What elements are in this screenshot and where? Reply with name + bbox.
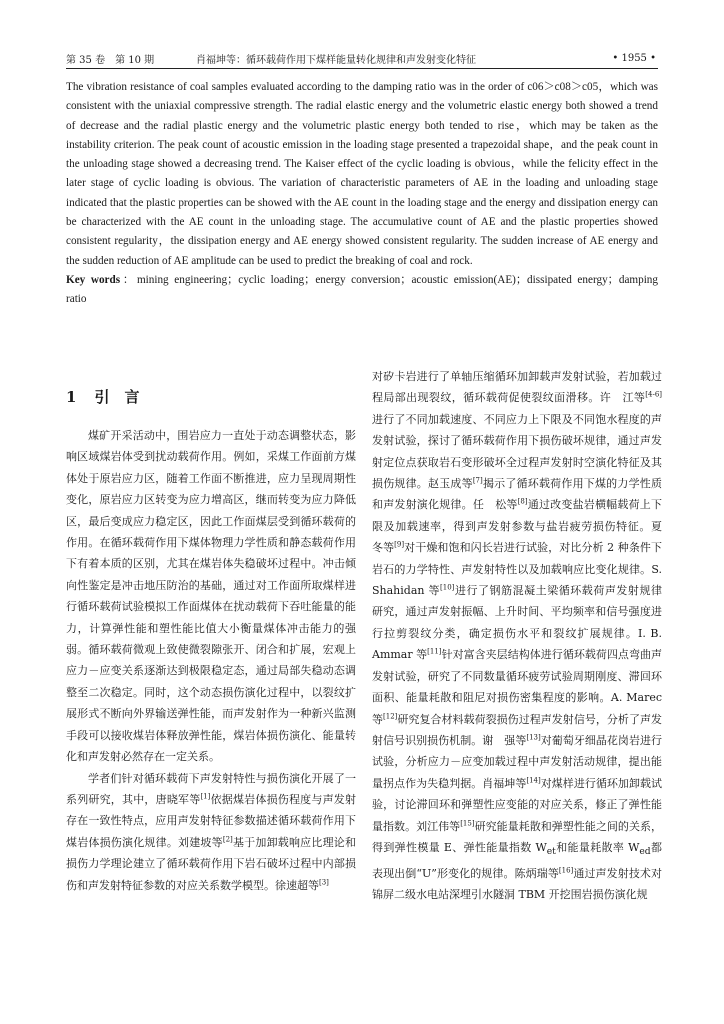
- keywords-label: Key words: [66, 273, 121, 286]
- subscript: et: [546, 846, 556, 858]
- text-run: 进行了不同加载速度、不同应力上下限及不同饱水程度的声发射试验，探讨了循环载荷作用下损伤破坏规律，通过声发射定位点获取岩石变形破坏全过程声发射时空演化特征及其损伤规律。赵玉成等: [372, 412, 662, 491]
- text-run: 对葡萄牙细晶花岗岩进行试验，分析应力－应变加载过程中声发射活动规律，提出能量拐点作为失稳判据。肖福坤等: [372, 733, 663, 790]
- page-number: • 1955 •: [612, 52, 656, 64]
- citation: [14]: [526, 776, 541, 785]
- keywords: [66, 271, 658, 310]
- text-run: 和能量耗散率 W: [555, 840, 640, 854]
- citation: [9]: [394, 540, 405, 549]
- citation: [15]: [460, 818, 475, 827]
- citation: [4-6]: [645, 390, 662, 399]
- text-run: 对干燥和饱和闪长岩进行试验，对比分析 2 种条件下岩石的力学特性、声发射特性以及加载响应比变化规律。S. Shahidan 等: [372, 541, 663, 598]
- text-run: 基于加卸载响应比理论和损伤力学理论建立了循环载荷作用下岩石破坏过程中内部损伤和声发射特征参数的对应关系数学模型。徐速超等: [66, 835, 356, 892]
- text-run: 都表现出倒“U”形变化的规律。陈炳瑞等: [372, 840, 662, 880]
- paragraph-continued: [372, 366, 673, 905]
- section-number: 1: [66, 388, 77, 406]
- text-run: 研究能量耗散和弹塑性能之间的关系，得到弹性模量 E、弹性能量指数 W: [372, 819, 663, 854]
- text-run: 针对富含夹层结构体进行循环载荷四点弯曲声发射试验，研究了不同数量循环疲劳试验周期刚度、滞回环面积、能量耗散和阻尼对损伤密集程度的影响。A. Marec 等: [372, 648, 662, 726]
- section-title: 引 言: [94, 388, 140, 406]
- paragraph-1: 煤矿开采活动中，围岩应力一直处于动态调整状态，影响区域煤岩体受到扰动载荷作用。例如，采煤工作面前方煤体处于原岩应力区，随着工作面不断推进，应力呈现周期性变化，原岩应力区转变为应力增高区，继而转变为应力降低区，最后变成应力稳定区，因此工作面煤层受到循环载荷的作用。在循环载荷作用下煤体物理力学性质和静态载荷作用下有着本质的区别，尤其在煤岩体失稳破坏过程中。冲击倾向性鉴定是冲击地压防治的基础，通过对工作面所取煤样进行循环载荷试验模拟工作面煤体在扰动载荷下吞吐能量的能力，计算弹性能和塑性能比值大小衡量煤体冲击能力的强弱。循环载荷微观上致使微裂隙张开、闭合和扩展，宏观上应力－应变关系逐渐达到极限稳定态，通过局部失稳动态调整至二次稳定。同时，这个动态损伤演化过程中，以裂纹扩展形式不断向外界输送弹性能，而声发射作为一种新兴监测手段可以接收煤岩体释放弹性能，煤岩体损伤演化、能量转化和声发射必然存在一定关系。: [66, 429, 356, 764]
- abstract: [66, 78, 658, 310]
- volume-issue: 第 35 卷 第 10 期: [66, 54, 155, 66]
- section-heading: [66, 386, 157, 407]
- text-run: 揭示了循环载荷作用下煤的力学性质和声发射演化规律。任 松等: [372, 477, 662, 512]
- text-run: 通过声发射技术对锦屏二级水电站深埋引水隧洞 TBM 开挖围岩损伤演化规: [372, 866, 662, 901]
- citation: [2]: [222, 835, 233, 844]
- abstract-body: The vibration resistance of coal samples evaluated according to the damping ratio was in the order of c06＞c08＞c05，which was consistent with the uniaxial compressive strength. The radial elastic energy and the volumetric elastic energy both showed a trend of decrease and the radial plastic energy and the volumetric plastic energy both tended to rise，which may be taken as the instability criterion. The peak count of acoustic emission in the loading stage presented a trapezoidal shape，and the peak count in the unloading stage showed a decreasing trend. The Kaiser effect of the cyclic loading is obvious，while the felicity effect in the later stage of cyclic loading is obvious. The variation of characteristic parameters of AE in the loading and unloading stage indicated that the plastic properties can be showed with the AE count in the loading stage and the energy and dissipation energy can be characterized with the AE count in the unloading stage. The accumulative count of AE and the plastic properties showed consistent regularity，the dissipation energy and AE energy showed consistent regularity. The sudden increase of AE energy and the sudden reduction of AE amplitude can be used to predict the breaking of coal and rock.: [66, 81, 658, 267]
- citation: [1]: [200, 792, 211, 801]
- page-header: [66, 50, 656, 66]
- text-run: 通过改变盐岩横幅载荷上下限及加载速率，得到声发射参数与盐岩疲劳损伤特征。夏 冬等: [372, 498, 673, 555]
- subscript: ed: [639, 846, 651, 858]
- header-rule: [66, 68, 658, 69]
- paragraph-2: [66, 768, 356, 896]
- citation: [13]: [526, 733, 541, 742]
- citation: [8]: [517, 497, 528, 506]
- citation: [12]: [383, 711, 398, 720]
- citation: [11]: [427, 647, 442, 656]
- text-run: 对煤样进行循环加卸载试验，讨论滞回环和弹塑性应变能的对应关系，修正了弹性能量指数。刘江伟等: [372, 776, 663, 833]
- left-column: [66, 425, 356, 896]
- text-run: 进行了钢筋混凝土梁循环载荷声发射规律研究，通过声发射振幅、上升时间、平均频率和信号强度进行拉剪裂纹分类，确定损伤水平和裂纹扩展规律。I. B. Ammar 等: [372, 584, 662, 662]
- running-title: 肖福坤等：循环载荷作用下煤样能量转化规律和声发射变化特征: [196, 54, 476, 66]
- keywords-list: ：mining engineering；cyclic loading；energy conversion；acoustic emission(AE)；dissipated energy；damping ratio: [66, 273, 658, 306]
- text-run: 依据煤岩体损伤程度与声发射存在一致性特点，应用声发射特征参数描述循环载荷作用下煤岩体损伤演化规律。刘建坡等: [66, 792, 356, 849]
- citation: [16]: [558, 865, 574, 874]
- text-run: 研究复合材料载荷裂损伤过程声发射信号，分析了声发射信号识别损伤机制。谢 强等: [372, 712, 663, 747]
- right-column: [372, 366, 673, 905]
- text-run: 对矽卡岩进行了单轴压缩循环加卸载声发射试验，若加载过程局部出现裂纹，循环载荷促使裂纹面滑移。许 江等: [372, 370, 662, 405]
- citation: [3]: [319, 877, 329, 886]
- citation: [10]: [440, 583, 455, 592]
- text-run: 学者们针对循环载荷下声发射特性与损伤演化开展了一系列研究，其中，唐晓军等: [66, 771, 356, 806]
- citation: [7]: [472, 476, 483, 485]
